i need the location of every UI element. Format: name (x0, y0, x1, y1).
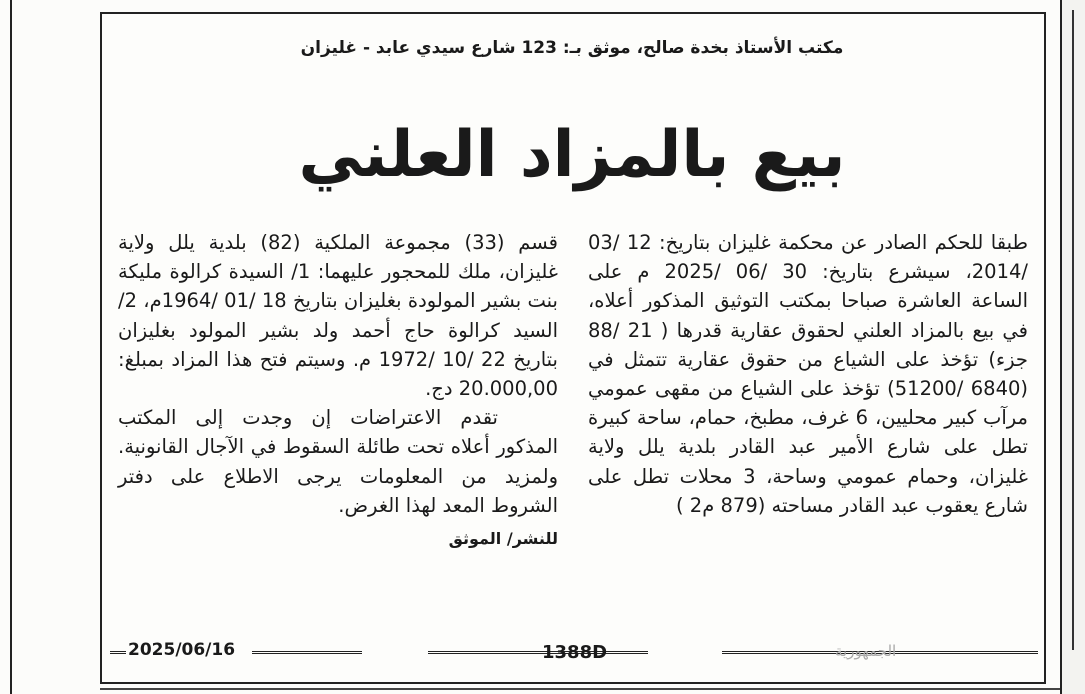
right-column (588, 228, 1028, 520)
notary-office-header: مكتب الأستاذ بخدة صالح، موثق بـ: 123 شارع سيدي عابد - غليزان (300, 38, 844, 58)
left-column-para-1: قسم (33) مجموعة الملكية (82) بلدية يلل ولاية غليزان، ملك للمحجور عليهما: 1/ السيدة كرالوة مليكة بنت بشير المولودة بغليزان بتاريخ 18 /01 /1964م، 2/ السيد كرالوة حاج أحمد ولد بشير المولود بغليزان بتاريخ 22 /10 /1972 م. وسيتم فتح هذا المزاد بمبلغ: 20.000,00 دج. (118, 231, 558, 401)
publication-date: 2025/06/16 (128, 640, 236, 660)
newspaper-logo: الجمهورية (835, 642, 897, 660)
announcement-title: بيع بالمزاد العلني (298, 118, 846, 192)
bottom-rule (100, 688, 1060, 690)
right-column-text: طبقا للحكم الصادر عن محكمة غليزان بتاريخ: 12 /03 /2014، سيشرع بتاريخ: 30 /06 /2025 م على الساعة العاشرة صباحا بمكتب التوثيق المذكور أعلاه، في بيع بالمزاد العلني لحقوق عقارية قدرها ( 21 /88 جزء) تؤخذ على الشياع من حقوق عقارية تتمثل في (6840 /51200) تؤخذ على الشياع من مقهى عمومي مرآب كبير محليين، 6 غرف، مطبخ، حمام، ساحة كبيرة تطل على شارع الأمير عبد القادر بلدية يلل ولاية غليزان، وحمام عمومي وساحة، 3 محلات تطل على شارع يعقوب عبد القادر مساحته (879 م2 ) (588, 231, 1029, 517)
footer-rule (252, 651, 362, 654)
signature: للنشر/ الموثق (448, 529, 558, 549)
page-left-edge (0, 0, 12, 694)
footer-rule (110, 651, 126, 654)
left-column-para-2: تقدم الاعتراضات إن وجدت إلى المكتب المذكور أعلاه تحت طائلة السقوط في الآجال القانونية. ولمزيد من المعلومات يرجى الاطلاع على دفتر الشروط المعد لهذا الغرض. (118, 406, 558, 517)
left-column (118, 228, 558, 553)
announcement-code: 1388D (542, 642, 608, 663)
footer-rule (428, 651, 648, 654)
neighbor-column-edge (1060, 0, 1085, 694)
